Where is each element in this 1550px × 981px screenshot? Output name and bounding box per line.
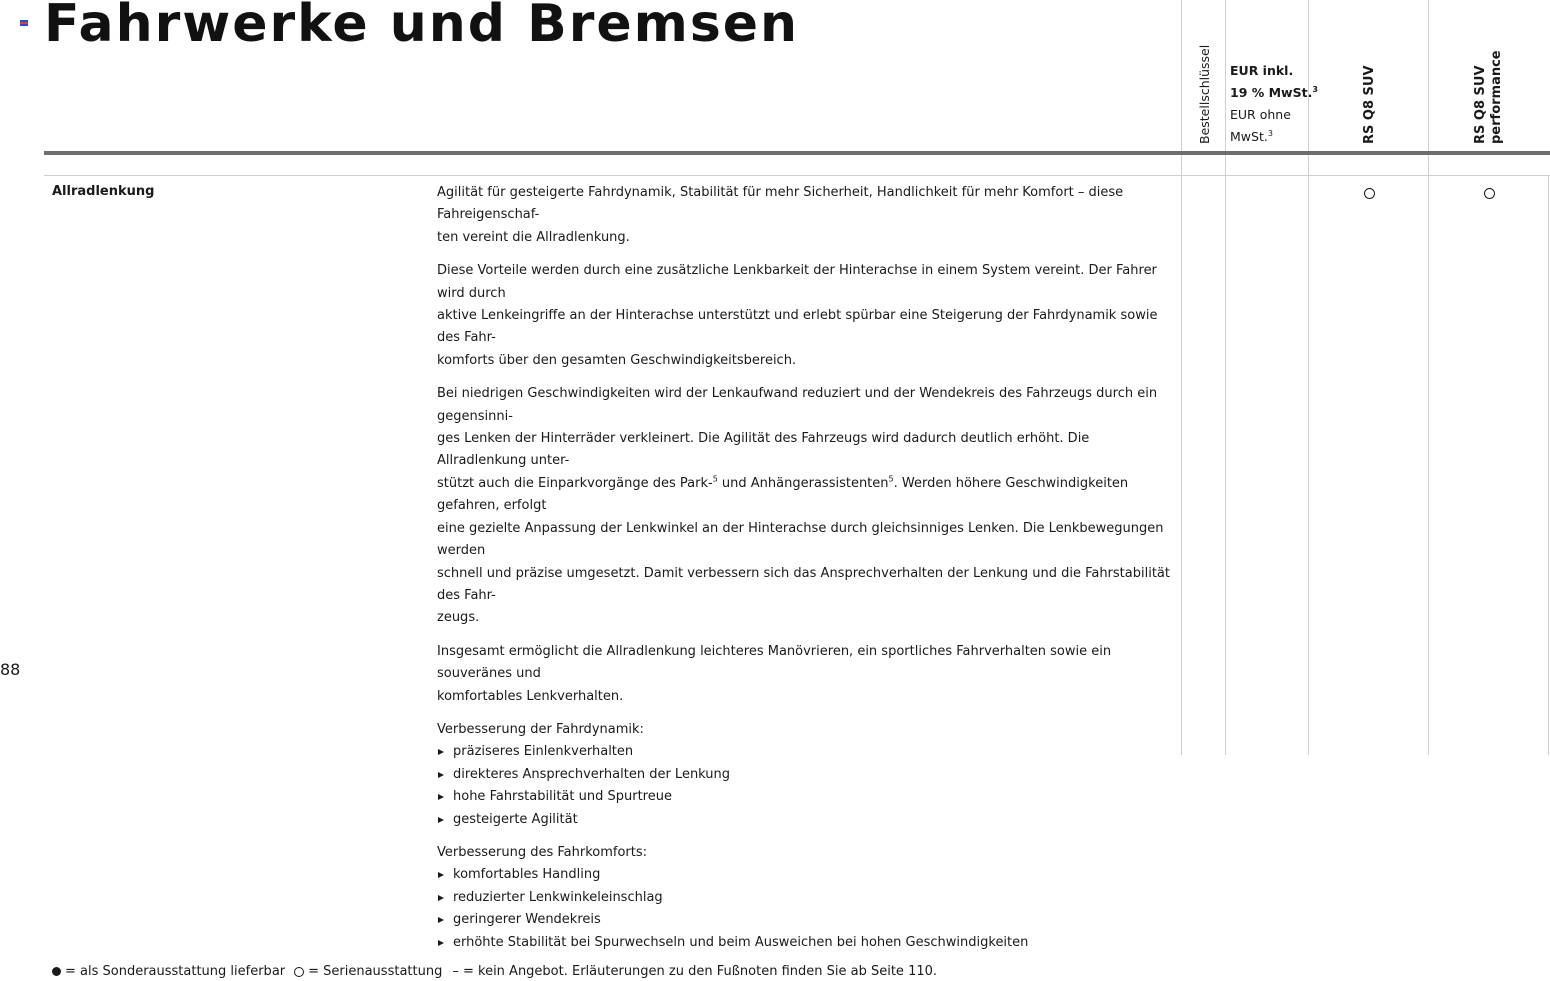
list-item: komfortables Handling [437, 864, 1177, 886]
bullet-arrow-icon [438, 940, 444, 946]
bullet-arrow-icon [438, 872, 444, 878]
bullet-arrow-icon [438, 917, 444, 923]
row-label: Allradlenkung [52, 184, 155, 199]
page-number: 88 [0, 660, 21, 679]
column-divider [1225, 0, 1226, 755]
feature-list-comfort [437, 864, 1177, 954]
legend-standard: = Serienausstattung [308, 964, 443, 979]
paragraph: Insgesamt ermöglicht die Allradlenkung leichteres Manövrieren, ein sportliches Fahrverhalten sowie ein souveränes und komfortables Lenkverhalten. [437, 643, 1112, 704]
header-price-incl-1: EUR inkl. [1230, 63, 1294, 78]
flag-icon [20, 20, 28, 26]
bullet-arrow-icon [438, 794, 444, 800]
standard-equipment-circle-icon [1364, 188, 1375, 199]
list-item: gesteigerte Agilität [437, 809, 1177, 831]
header-price-incl-2: 19 % MwSt.$^3$ [1230, 84, 1318, 100]
paragraph: Diese Vorteile werden durch eine zusätzliche Lenkbarkeit der Hinterachse in einem System vereint. Der Fahrer wird durch aktive Lenkeingriffe an der Hinterachse unterstützt und erlebt spürbar eine Steigerung der Fahrdynamik sowie des Fahr- komforts über den gesamten Geschwindigkeitsbereich. [437, 263, 1158, 368]
paragraph: Agilität für gesteigerte Fahrdynamik, Stabilität für mehr Sicherheit, Handlichkeit für mehr Komfort – diese Fahreigenschaf- ten vereint die Allradlenkung. [437, 185, 1124, 245]
list-item: direkteres Ansprechverhalten der Lenkung [437, 764, 1177, 786]
legend-none: – = kein Angebot. Erläuterungen zu den Fußnoten finden Sie ab Seite 110. [452, 964, 938, 979]
bullet-arrow-icon [438, 895, 444, 901]
list-item: geringerer Wendekreis [437, 909, 1177, 931]
bullet-arrow-icon [438, 749, 444, 755]
bullet-arrow-icon [438, 817, 444, 823]
page-title: Fahrwerke und Bremsen [44, 0, 800, 54]
feature-list-dynamics [437, 741, 1177, 831]
row-rule [44, 175, 1550, 176]
header-model-rs-q8-performance: RS Q8 SUV performance [1473, 50, 1504, 144]
header-model-rs-q8: RS Q8 SUV [1362, 65, 1377, 144]
paragraph: Bei niedrigen Geschwindigkeiten wird der Lenkaufwand reduziert und der Wendekreis des Fahrzeugs durch ein gegensinni- ges Lenken der Hinterräder verkleinert. Die Agilität des Fahrzeugs wird dadurch deutlich erhöht. Die Allradlenkung unter- stützt auch die Einparkvorgänge des Park-$^5$ und Anhängerassistenten$^5$. Werden höhere Geschwindigkeiten gefahren, erfolgt eine gezielte Anpassung der Lenkwinkel an der Hinterachse durch gleichsinniges Lenken. Die Lenkbewegungen werden schnell und präzise umgesetzt. Damit verbessern sich das Ansprechverhalten der Lenkung und die Fahrstabilität des Fahr- zeugs. [437, 386, 1170, 626]
list-item: erhöhte Stabilität bei Spurwechseln und beim Ausweichen bei hohen Geschwindigkeiten [437, 932, 1177, 954]
list-item: präziseres Einlenkverhalten [437, 741, 1177, 763]
bullet-arrow-icon [438, 772, 444, 778]
legend [52, 964, 937, 979]
column-divider [1181, 0, 1182, 755]
column-divider [1548, 175, 1549, 755]
list-item: hohe Fahrstabilität und Spurtreue [437, 786, 1177, 808]
legend-optional: = als Sonderausstattung lieferbar [65, 964, 286, 979]
header-price [1230, 60, 1318, 148]
list-item: reduzierter Lenkwinkeleinschlag [437, 887, 1177, 909]
row-description [437, 182, 1177, 965]
list-intro: Verbesserung des Fahrkomforts: [437, 844, 648, 860]
list-intro: Verbesserung der Fahrdynamik: [437, 721, 644, 737]
column-divider [1428, 0, 1429, 755]
header-order-key: Bestellschlüssel [1197, 44, 1212, 144]
header-price-excl-1: EUR ohne [1230, 107, 1291, 122]
standard-equipment-circle-icon [1484, 188, 1495, 199]
open-circle-icon [294, 967, 304, 977]
filled-circle-icon [52, 967, 61, 976]
header-price-excl-2: MwSt.$^3$ [1230, 128, 1273, 144]
header-rule [44, 151, 1550, 155]
